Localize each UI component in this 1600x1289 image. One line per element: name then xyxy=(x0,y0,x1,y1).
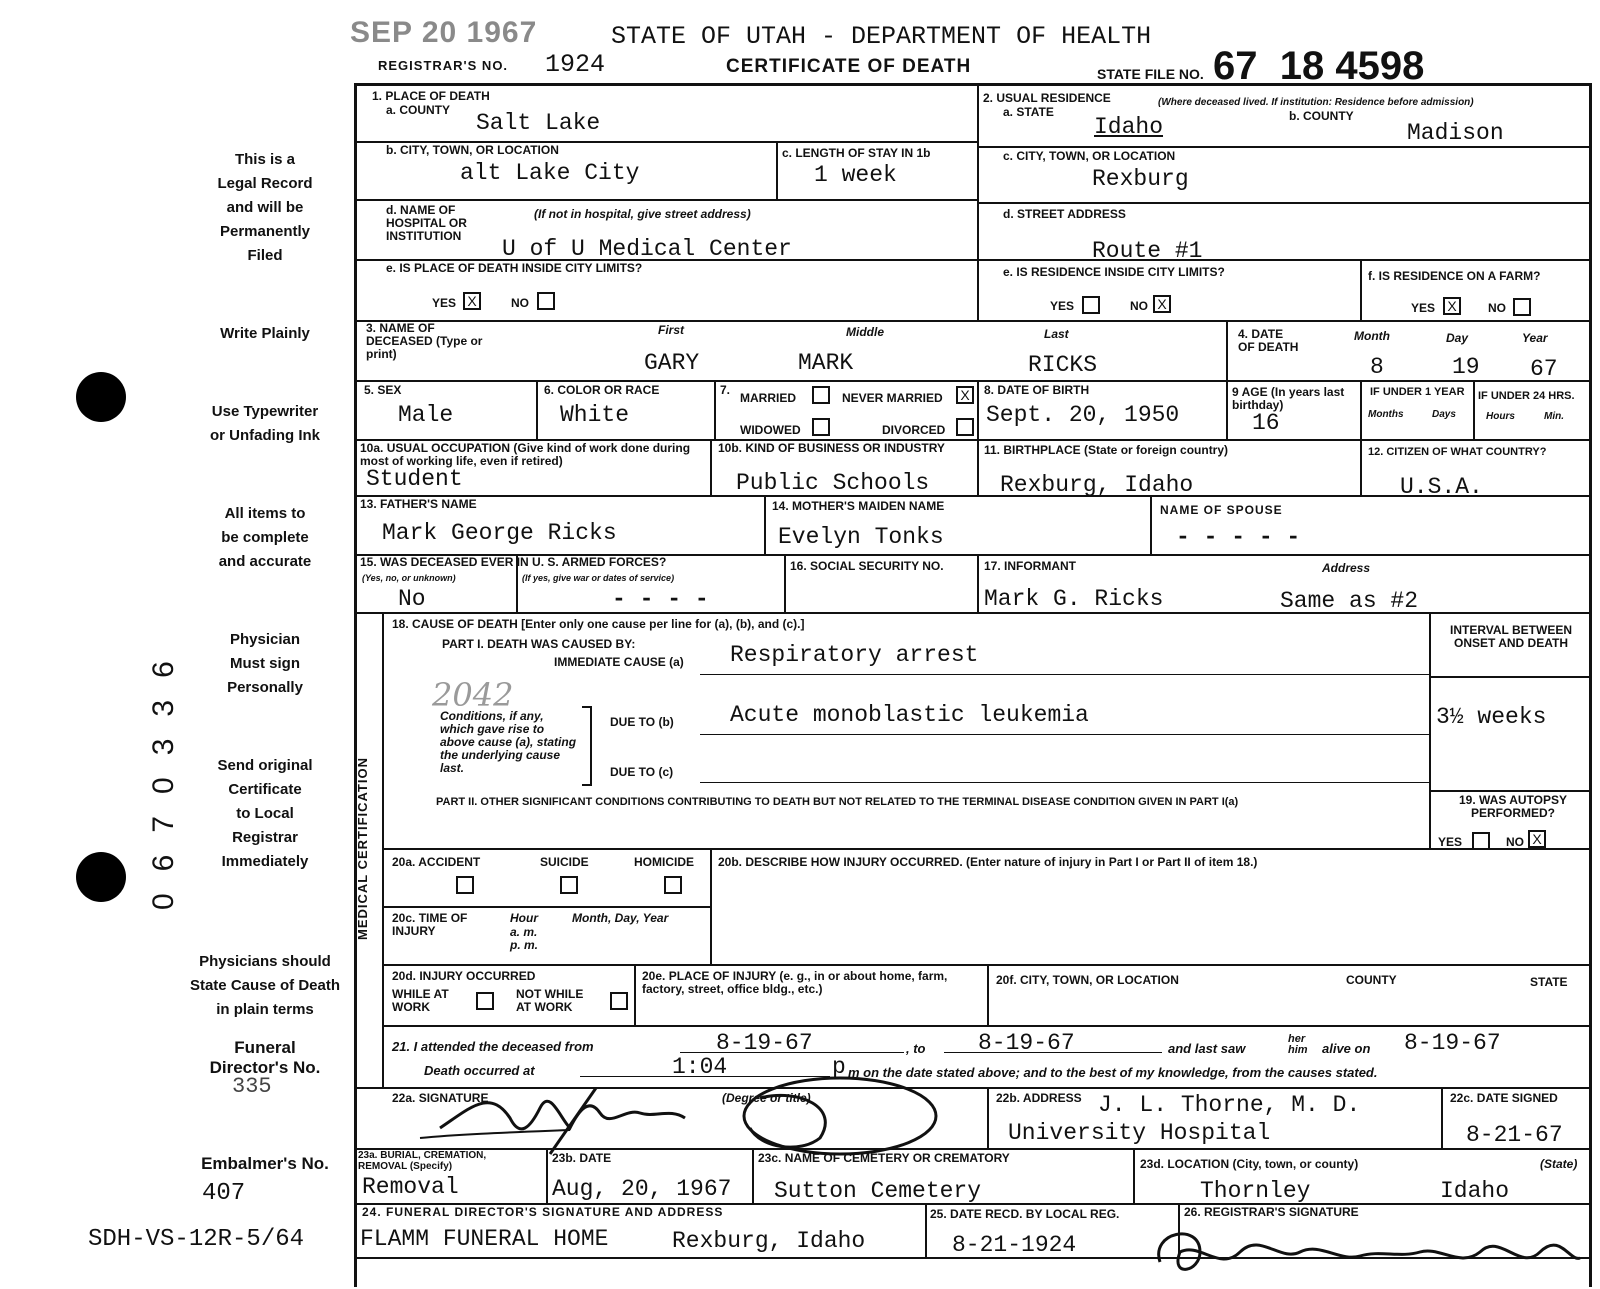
due-to-b: Acute monoblastic leukemia xyxy=(730,702,1089,728)
while-at-work-checkbox[interactable] xyxy=(476,992,494,1010)
farm-yes-checkbox[interactable]: X xyxy=(1443,297,1461,315)
autopsy-label: 19. WAS AUTOPSY PERFORMED? xyxy=(1458,793,1568,820)
funeral-director-label: Funeral Director's No. xyxy=(209,1038,321,1077)
farm-no-label: NO xyxy=(1488,301,1506,315)
month-day-year-label: Month, Day, Year xyxy=(572,911,669,925)
death-day: 19 xyxy=(1452,354,1480,380)
father-name: Mark George Ricks xyxy=(382,520,617,546)
immediate-cause-label: IMMEDIATE CAUSE (a) xyxy=(554,655,684,669)
hours-label: Hours xyxy=(1486,411,1515,422)
injury-how-label: 20b. DESCRIBE HOW INJURY OCCURRED. (Enter nature of injury in Part I or Part II of item 18.) xyxy=(718,855,1258,869)
state-file-label: STATE FILE NO. xyxy=(1097,66,1204,82)
stay-label: c. LENGTH OF STAY IN 1b xyxy=(782,146,931,160)
deceased-name-label: 3. NAME OF DECEASED (Type or print) xyxy=(366,321,483,361)
under-1-year-label: IF UNDER 1 YEAR xyxy=(1370,386,1465,398)
interval-label: INTERVAL BETWEEN ONSET AND DEATH xyxy=(1449,623,1572,650)
death-pm: p xyxy=(832,1054,846,1080)
res-inside-no-label: NO xyxy=(1130,299,1148,313)
autopsy-no-label: NO xyxy=(1506,835,1524,849)
cause-code: 2042 xyxy=(432,676,514,714)
accident-label: 20a. ACCIDENT xyxy=(392,855,481,869)
autopsy-yes-checkbox[interactable] xyxy=(1472,832,1490,850)
funeral-director-no: 335 xyxy=(232,1074,272,1099)
instruction-write-plainly: Write Plainly xyxy=(220,325,310,342)
mother-label: 14. MOTHER'S MAIDEN NAME xyxy=(772,499,945,513)
residence-state-label: a. STATE xyxy=(1003,105,1054,119)
birthplace-label: 11. BIRTHPLACE (State or foreign country) xyxy=(984,443,1229,457)
residence-city-label: c. CITY, TOWN, OR LOCATION xyxy=(1003,149,1176,163)
instruction-cause: Physicians should State Cause of Death in plain terms xyxy=(189,953,341,1018)
res-inside-yes-checkbox[interactable] xyxy=(1082,296,1100,314)
sex-value: Male xyxy=(398,402,454,428)
ssn-label: 16. SOCIAL SECURITY NO. xyxy=(790,559,944,573)
place-of-death-label: 1. PLACE OF DEATH xyxy=(372,89,490,103)
min-label: Min. xyxy=(1544,411,1564,422)
first-name-label: First xyxy=(658,323,685,337)
homicide-checkbox[interactable] xyxy=(664,876,682,894)
part1-label: PART I. DEATH WAS CAUSED BY: xyxy=(442,637,636,651)
farm-label: f. IS RESIDENCE ON A FARM? xyxy=(1368,269,1541,283)
physician-signature xyxy=(400,1058,940,1158)
hospital-name: U of U Medical Center xyxy=(502,236,792,262)
suicide-checkbox[interactable] xyxy=(560,876,578,894)
residence-city: Rexburg xyxy=(1092,166,1189,192)
armed-note-2: (If yes, give war or dates of service) xyxy=(522,573,675,583)
cemetery-state-label: (State) xyxy=(1540,1157,1578,1171)
death-occurred-label: Death occurred at xyxy=(424,1063,535,1078)
funeral-director-sig-label: 24. FUNERAL DIRECTOR'S SIGNATURE AND ADDRESS xyxy=(362,1205,724,1219)
cemetery-location: Thornley xyxy=(1200,1178,1311,1204)
year-label: Year xyxy=(1522,331,1548,345)
alive-date: 8-19-67 xyxy=(1404,1030,1501,1056)
burial-label: 23a. BURIAL, CREMATION, REMOVAL (Specify) xyxy=(358,1150,487,1172)
registrar-no-label: REGISTRAR'S NO. xyxy=(378,58,509,73)
county-label: a. COUNTY xyxy=(386,103,451,117)
burial-value: Removal xyxy=(362,1174,459,1200)
informant-label: 17. INFORMANT xyxy=(984,559,1077,573)
form-title: CERTIFICATE OF DEATH xyxy=(726,56,972,77)
day-label: Day xyxy=(1446,331,1469,345)
last-saw-label: and last saw xyxy=(1168,1041,1246,1056)
widowed-label: WIDOWED xyxy=(740,423,801,437)
death-county: Salt Lake xyxy=(476,110,601,136)
mother-name: Evelyn Tonks xyxy=(778,524,944,550)
received-date-stamp: SEP 20 1967 xyxy=(350,16,538,49)
father-label: 13. FATHER'S NAME xyxy=(360,497,477,511)
place-of-injury-label: 20e. PLACE OF INJURY (e. g., in or about home, farm, factory, street, office bldg., etc.) xyxy=(642,969,948,996)
citizen-value: U.S.A. xyxy=(1400,474,1483,500)
homicide-label: HOMICIDE xyxy=(634,855,694,869)
age-value: 16 xyxy=(1252,410,1280,436)
instruction-legal-record: This is a Legal Record and will be Permanently Filed xyxy=(217,151,313,264)
instruction-complete: All items to be complete and accurate xyxy=(218,505,312,570)
conditions-brace xyxy=(582,706,592,786)
injury-city-label: 20f. CITY, TOWN, OR LOCATION xyxy=(996,973,1179,987)
armed-service-dates: - - - - xyxy=(612,586,709,612)
widowed-checkbox[interactable] xyxy=(812,418,830,436)
armed-forces-label: 15. WAS DECEASED EVER IN U. S. ARMED FORCES? xyxy=(360,555,667,569)
married-checkbox[interactable] xyxy=(812,386,830,404)
death-month: 8 xyxy=(1370,354,1384,380)
under-24-hrs-label: IF UNDER 24 HRS. xyxy=(1478,390,1575,402)
last-name-label: Last xyxy=(1044,327,1069,341)
while-at-work-label: WHILE AT WORK xyxy=(392,987,449,1014)
res-inside-label: e. IS RESIDENCE INSIDE CITY LIMITS? xyxy=(1003,265,1225,279)
hour-label: Hour xyxy=(510,911,538,925)
attended-to: 8-19-67 xyxy=(978,1030,1075,1056)
citizen-label: 12. CITIZEN OF WHAT COUNTRY? xyxy=(1368,446,1547,458)
months-label: Months xyxy=(1368,409,1404,420)
registrar-signature-label: 26. REGISTRAR'S SIGNATURE xyxy=(1184,1205,1359,1219)
age-label: 9 AGE (In years last birthday) xyxy=(1232,385,1345,412)
informant-address: Same as #2 xyxy=(1280,588,1419,614)
attended-label: 21. I attended the deceased from xyxy=(392,1039,594,1054)
armed-note-1: (Yes, no, or unknown) xyxy=(362,573,456,583)
res-inside-yes-label: YES xyxy=(1050,299,1075,313)
death-city: alt Lake City xyxy=(460,160,640,186)
punch-hole-top xyxy=(76,372,126,422)
never-married-checkbox[interactable]: X xyxy=(956,386,974,404)
middle-name: MARK xyxy=(798,350,854,376)
not-while-at-work-checkbox[interactable] xyxy=(610,992,628,1010)
race-label: 6. COLOR OR RACE xyxy=(544,383,660,397)
immediate-cause: Respiratory arrest xyxy=(730,642,979,668)
date-received: 8-21-1924 xyxy=(952,1232,1077,1258)
form-code: SDH-VS-12R-5/64 xyxy=(88,1226,305,1253)
informant-name: Mark G. Ricks xyxy=(984,586,1164,612)
never-married-label: NEVER MARRIED xyxy=(842,391,943,405)
injury-state-label: STATE xyxy=(1530,975,1568,989)
signature-label: 22a. SIGNATURE xyxy=(392,1091,489,1105)
attestation-suffix: m on the date stated above; and to the best of my knowledge, from the causes stated. xyxy=(848,1065,1378,1080)
inside-no-checkbox[interactable] xyxy=(537,292,555,310)
date-of-birth: Sept. 20, 1950 xyxy=(986,402,1180,428)
registrar-signature xyxy=(1140,1212,1590,1288)
birthplace-value: Rexburg, Idaho xyxy=(1000,472,1194,498)
marital-number: 7. xyxy=(720,383,731,397)
medical-certification-label: MEDICAL CERTIFICATION xyxy=(355,756,370,940)
due-to-b-label: DUE TO (b) xyxy=(610,715,674,729)
armed-forces-value: No xyxy=(398,586,426,612)
residence-county-label: b. COUNTY xyxy=(1289,109,1354,123)
punch-hole-bottom xyxy=(76,852,126,902)
instruction-physician: Physician Must sign Personally xyxy=(227,631,303,696)
death-time: 1:04 xyxy=(672,1054,728,1080)
residence-street: Route #1 xyxy=(1092,238,1203,264)
disposition-date: Aug, 20, 1967 xyxy=(552,1176,732,1202)
cemetery-location-label: 23d. LOCATION (City, town, or county) xyxy=(1140,1157,1359,1171)
cemetery-state: Idaho xyxy=(1440,1178,1510,1204)
race-value: White xyxy=(560,402,630,428)
death-year: 67 xyxy=(1530,356,1558,382)
interval-value: 3½ weeks xyxy=(1436,704,1547,730)
date-of-death-label: 4. DATE OF DEATH xyxy=(1238,327,1299,354)
time-of-injury-label: 20c. TIME OF INJURY xyxy=(392,911,468,938)
physician-address: University Hospital xyxy=(1008,1120,1271,1146)
instruction-send-original: Send original Certificate to Local Registrar Immediately xyxy=(217,757,313,870)
informant-address-label: Address xyxy=(1322,561,1371,575)
date-received-label: 25. DATE RECD. BY LOCAL REG. xyxy=(930,1207,1120,1221)
due-to-c-label: DUE TO (c) xyxy=(610,765,674,779)
days-label: Days xyxy=(1432,409,1456,420)
city-label: b. CITY, TOWN, OR LOCATION xyxy=(386,143,559,157)
last-name: RICKS xyxy=(1028,352,1098,378)
physician-name: J. L. Thorne, M. D. xyxy=(1098,1092,1361,1118)
autopsy-no-checkbox[interactable]: X xyxy=(1528,830,1546,848)
residence-note: (Where deceased lived. If institution: Residence before admission) xyxy=(1158,97,1474,108)
length-of-stay: 1 week xyxy=(814,162,897,188)
business-value: Public Schools xyxy=(736,470,930,496)
sex-label: 5. SEX xyxy=(364,383,402,397)
spouse-label: NAME OF SPOUSE xyxy=(1160,503,1283,517)
cause-of-death-label: 18. CAUSE OF DEATH [Enter only one cause per line for (a), (b), and (c).] xyxy=(392,617,805,631)
date-signed-label: 22c. DATE SIGNED xyxy=(1450,1091,1558,1105)
residence-county: Madison xyxy=(1407,120,1504,146)
dob-label: 8. DATE OF BIRTH xyxy=(984,383,1090,397)
physician-address-label: 22b. ADDRESS xyxy=(996,1091,1082,1105)
hospital-label: d. NAME OF HOSPITAL OR INSTITUTION xyxy=(386,203,467,243)
funeral-home-name: FLAMM FUNERAL HOME xyxy=(360,1226,609,1252)
hospital-note: (If not in hospital, give street address) xyxy=(534,207,751,221)
street-label: d. STREET ADDRESS xyxy=(1003,207,1126,221)
autopsy-yes-label: YES xyxy=(1438,835,1463,849)
inside-city-label: e. IS PLACE OF DEATH INSIDE CITY LIMITS? xyxy=(386,261,643,275)
residence-state: Idaho xyxy=(1094,114,1164,140)
injury-county-label: COUNTY xyxy=(1346,973,1397,987)
occupation-label: 10a. USUAL OCCUPATION (Give kind of work done during most of working life, even if retired) xyxy=(360,441,691,468)
state-file-no: 67 18 4598 xyxy=(1213,44,1425,88)
agency-title: STATE OF UTAH - DEPARTMENT OF HEALTH xyxy=(611,22,1152,51)
cemetery-label: 23c. NAME OF CEMETERY OR CREMATORY xyxy=(758,1151,1010,1165)
first-name: GARY xyxy=(644,350,700,376)
farm-yes-label: YES xyxy=(1411,301,1436,315)
occupation-value: Student xyxy=(366,466,463,492)
funeral-home-city: Rexburg, Idaho xyxy=(672,1228,866,1254)
registrar-no: 1924 xyxy=(545,50,606,79)
farm-no-checkbox[interactable] xyxy=(1513,298,1531,316)
date-signed: 8-21-67 xyxy=(1466,1122,1563,1148)
attended-to-label: , to xyxy=(906,1041,926,1056)
middle-name-label: Middle xyxy=(846,325,884,339)
ampm-label: a. m. p. m. xyxy=(510,925,539,952)
accident-checkbox[interactable] xyxy=(456,876,474,894)
degree-label: (Degree or title) xyxy=(722,1091,811,1105)
disposition-date-label: 23b. DATE xyxy=(552,1151,612,1165)
alive-on-label: alive on xyxy=(1322,1041,1371,1056)
injury-occurred-label: 20d. INJURY OCCURRED xyxy=(392,969,536,983)
embalmer-label: Embalmer's No. xyxy=(201,1154,329,1173)
embalmer-no: 407 xyxy=(202,1180,246,1207)
month-label: Month xyxy=(1354,329,1390,343)
part2-label: PART II. OTHER SIGNIFICANT CONDITIONS CONTRIBUTING TO DEATH BUT NOT RELATED TO THE TERMINAL DISEASE CONDITION GIVEN IN PART I(a) xyxy=(436,796,1239,808)
res-inside-no-checkbox[interactable]: X xyxy=(1153,295,1171,313)
cemetery-name: Sutton Cemetery xyxy=(774,1178,982,1204)
suicide-label: SUICIDE xyxy=(540,855,589,869)
inside-yes-label: YES xyxy=(432,296,457,310)
conditions-note: Conditions, if any, which gave rise to above cause (a), stating the underlying cause last. xyxy=(440,709,577,775)
divorced-checkbox[interactable] xyxy=(956,418,974,436)
inside-yes-checkbox[interactable]: X xyxy=(463,292,481,310)
residence-label: 2. USUAL RESIDENCE xyxy=(983,91,1111,105)
inside-no-label: NO xyxy=(511,296,529,310)
attended-from: 8-19-67 xyxy=(716,1030,813,1056)
married-label: MARRIED xyxy=(740,391,796,405)
her-him-label: her him xyxy=(1288,1033,1308,1056)
spouse-name: - - - - - xyxy=(1176,524,1301,550)
serial-number: 0670336 xyxy=(147,639,180,910)
instruction-typewriter: Use Typewriter or Unfading Ink xyxy=(210,403,320,444)
not-while-at-work-label: NOT WHILE AT WORK xyxy=(516,987,584,1014)
business-label: 10b. KIND OF BUSINESS OR INDUSTRY xyxy=(718,441,945,455)
divorced-label: DIVORCED xyxy=(882,423,946,437)
